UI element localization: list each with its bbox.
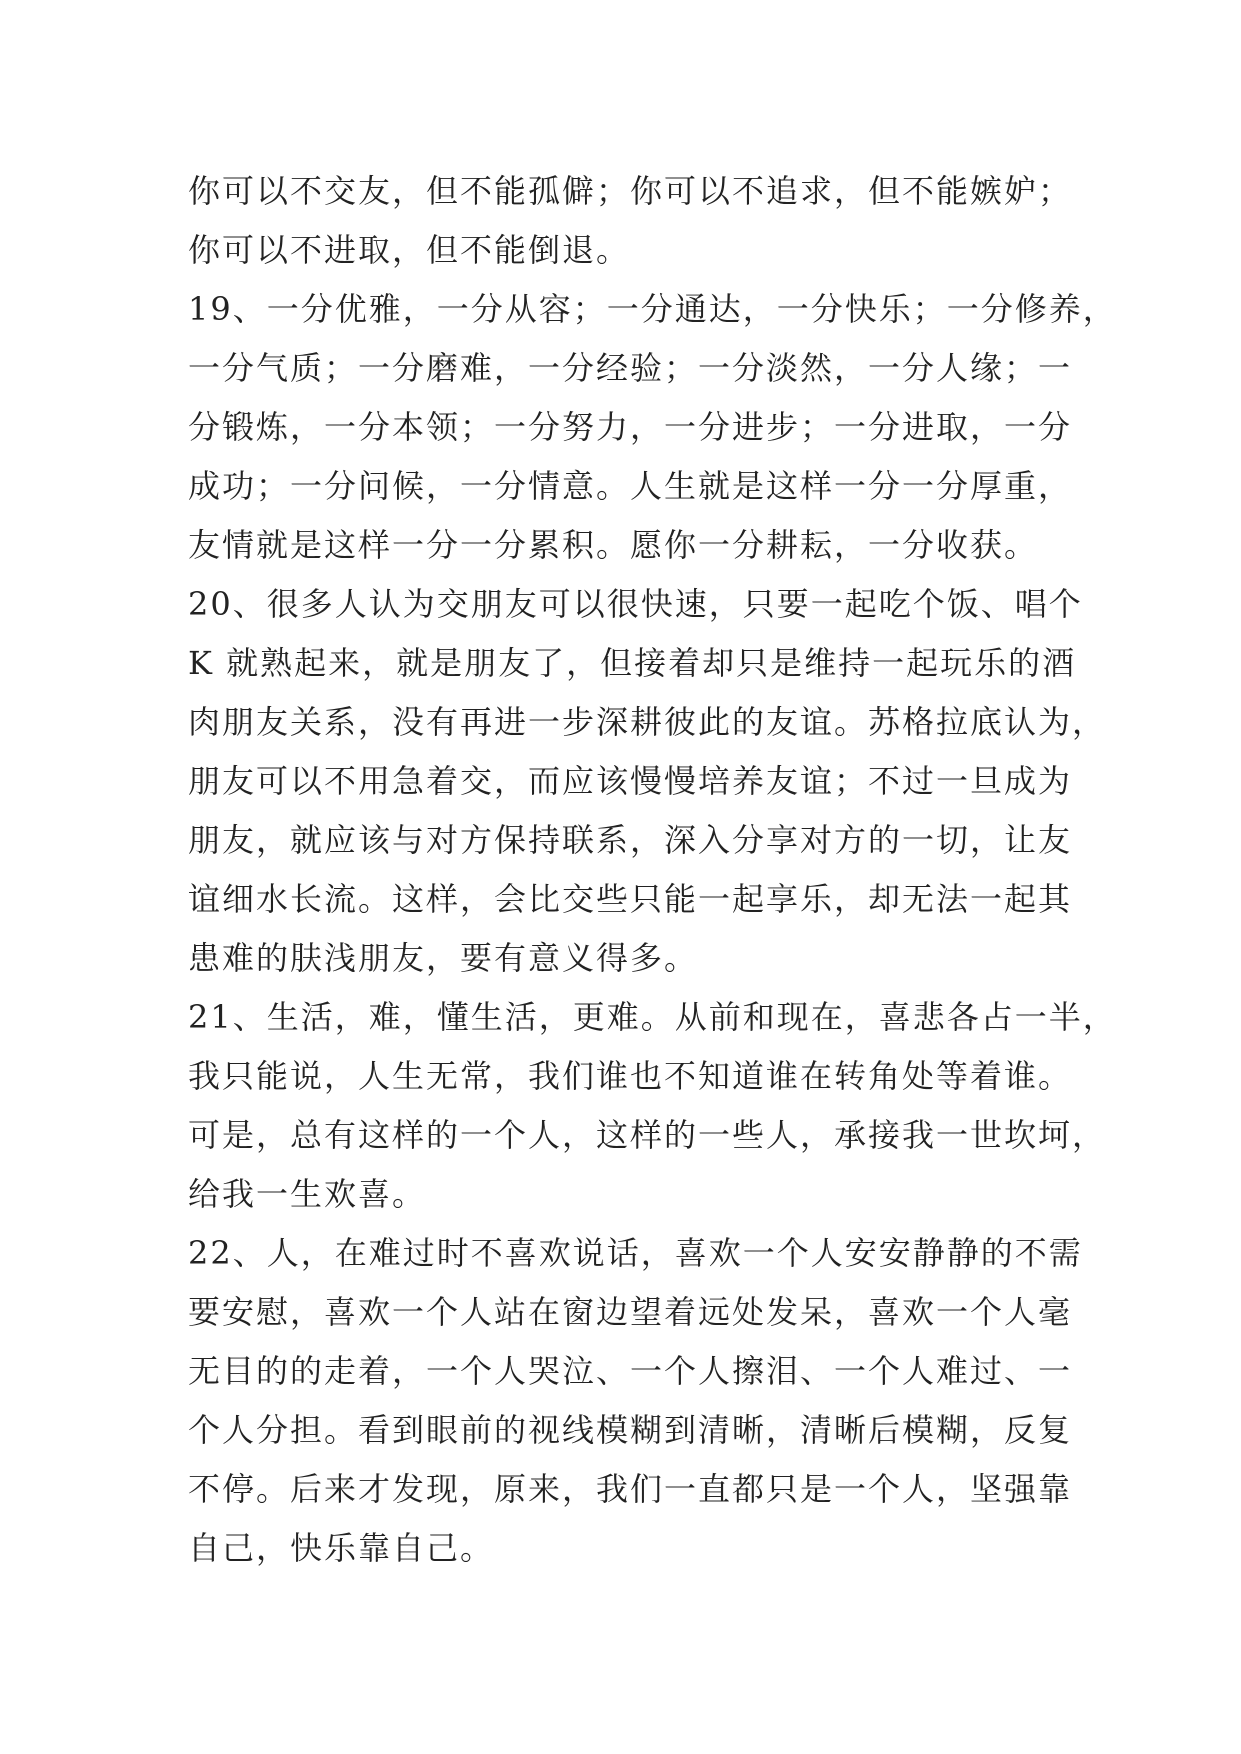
text-line: 要安慰，喜欢一个人站在窗边望着远处发呆，喜欢一个人毫	[188, 1293, 1073, 1331]
text-line: 分锻炼，一分本领；一分努力，一分进步；一分进取，一分	[188, 408, 1073, 446]
text-line: K 就熟起来，就是朋友了，但接着却只是维持一起玩乐的酒	[188, 644, 1077, 682]
text-line: 一分气质；一分磨难，一分经验；一分淡然，一分人缘；一	[188, 349, 1073, 387]
text-line: 朋友，就应该与对方保持联系，深入分享对方的一切，让友	[188, 821, 1073, 859]
text-line: 不停。后来才发现，原来，我们一直都只是一个人，坚强靠	[188, 1470, 1073, 1508]
text-line: 我只能说，人生无常，我们谁也不知道谁在转角处等着谁。	[188, 1057, 1073, 1095]
text-line: 朋友可以不用急着交，而应该慢慢培养友谊；不过一旦成为	[188, 762, 1073, 800]
text-line: 谊细水长流。这样，会比交些只能一起享乐，却无法一起其	[188, 880, 1073, 918]
text-line: 可是，总有这样的一个人，这样的一些人，承接我一世坎坷，	[188, 1116, 1107, 1154]
text-line: 肉朋友关系，没有再进一步深耕彼此的友谊。苏格拉底认为，	[188, 703, 1107, 741]
text-line: 患难的肤浅朋友，要有意义得多。	[188, 939, 699, 977]
text-line: 给我一生欢喜。	[188, 1175, 427, 1213]
text-line: 22、人，在难过时不喜欢说话，喜欢一个人安安静静的不需	[188, 1234, 1083, 1272]
text-line: 20、很多人认为交朋友可以很快速，只要一起吃个饭、唱个	[188, 585, 1083, 623]
text-line: 自己，快乐靠自己。	[188, 1529, 495, 1567]
text-line: 友情就是这样一分一分累积。愿你一分耕耘，一分收获。	[188, 526, 1039, 564]
text-line: 21、生活，难，懂生活，更难。从前和现在，喜悲各占一半，	[188, 998, 1117, 1036]
document-body	[188, 162, 1117, 1578]
text-line: 成功；一分问候，一分情意。人生就是这样一分一分厚重，	[188, 467, 1073, 505]
text-line: 你可以不交友，但不能孤僻；你可以不追求，但不能嫉妒；	[188, 172, 1073, 210]
text-line: 无目的的走着，一个人哭泣、一个人擦泪、一个人难过、一	[188, 1352, 1073, 1390]
text-line: 19、一分优雅，一分从容；一分通达，一分快乐；一分修养，	[188, 290, 1117, 328]
text-line: 个人分担。看到眼前的视线模糊到清晰，清晰后模糊，反复	[188, 1411, 1073, 1449]
text-line: 你可以不进取，但不能倒退。	[188, 231, 631, 269]
